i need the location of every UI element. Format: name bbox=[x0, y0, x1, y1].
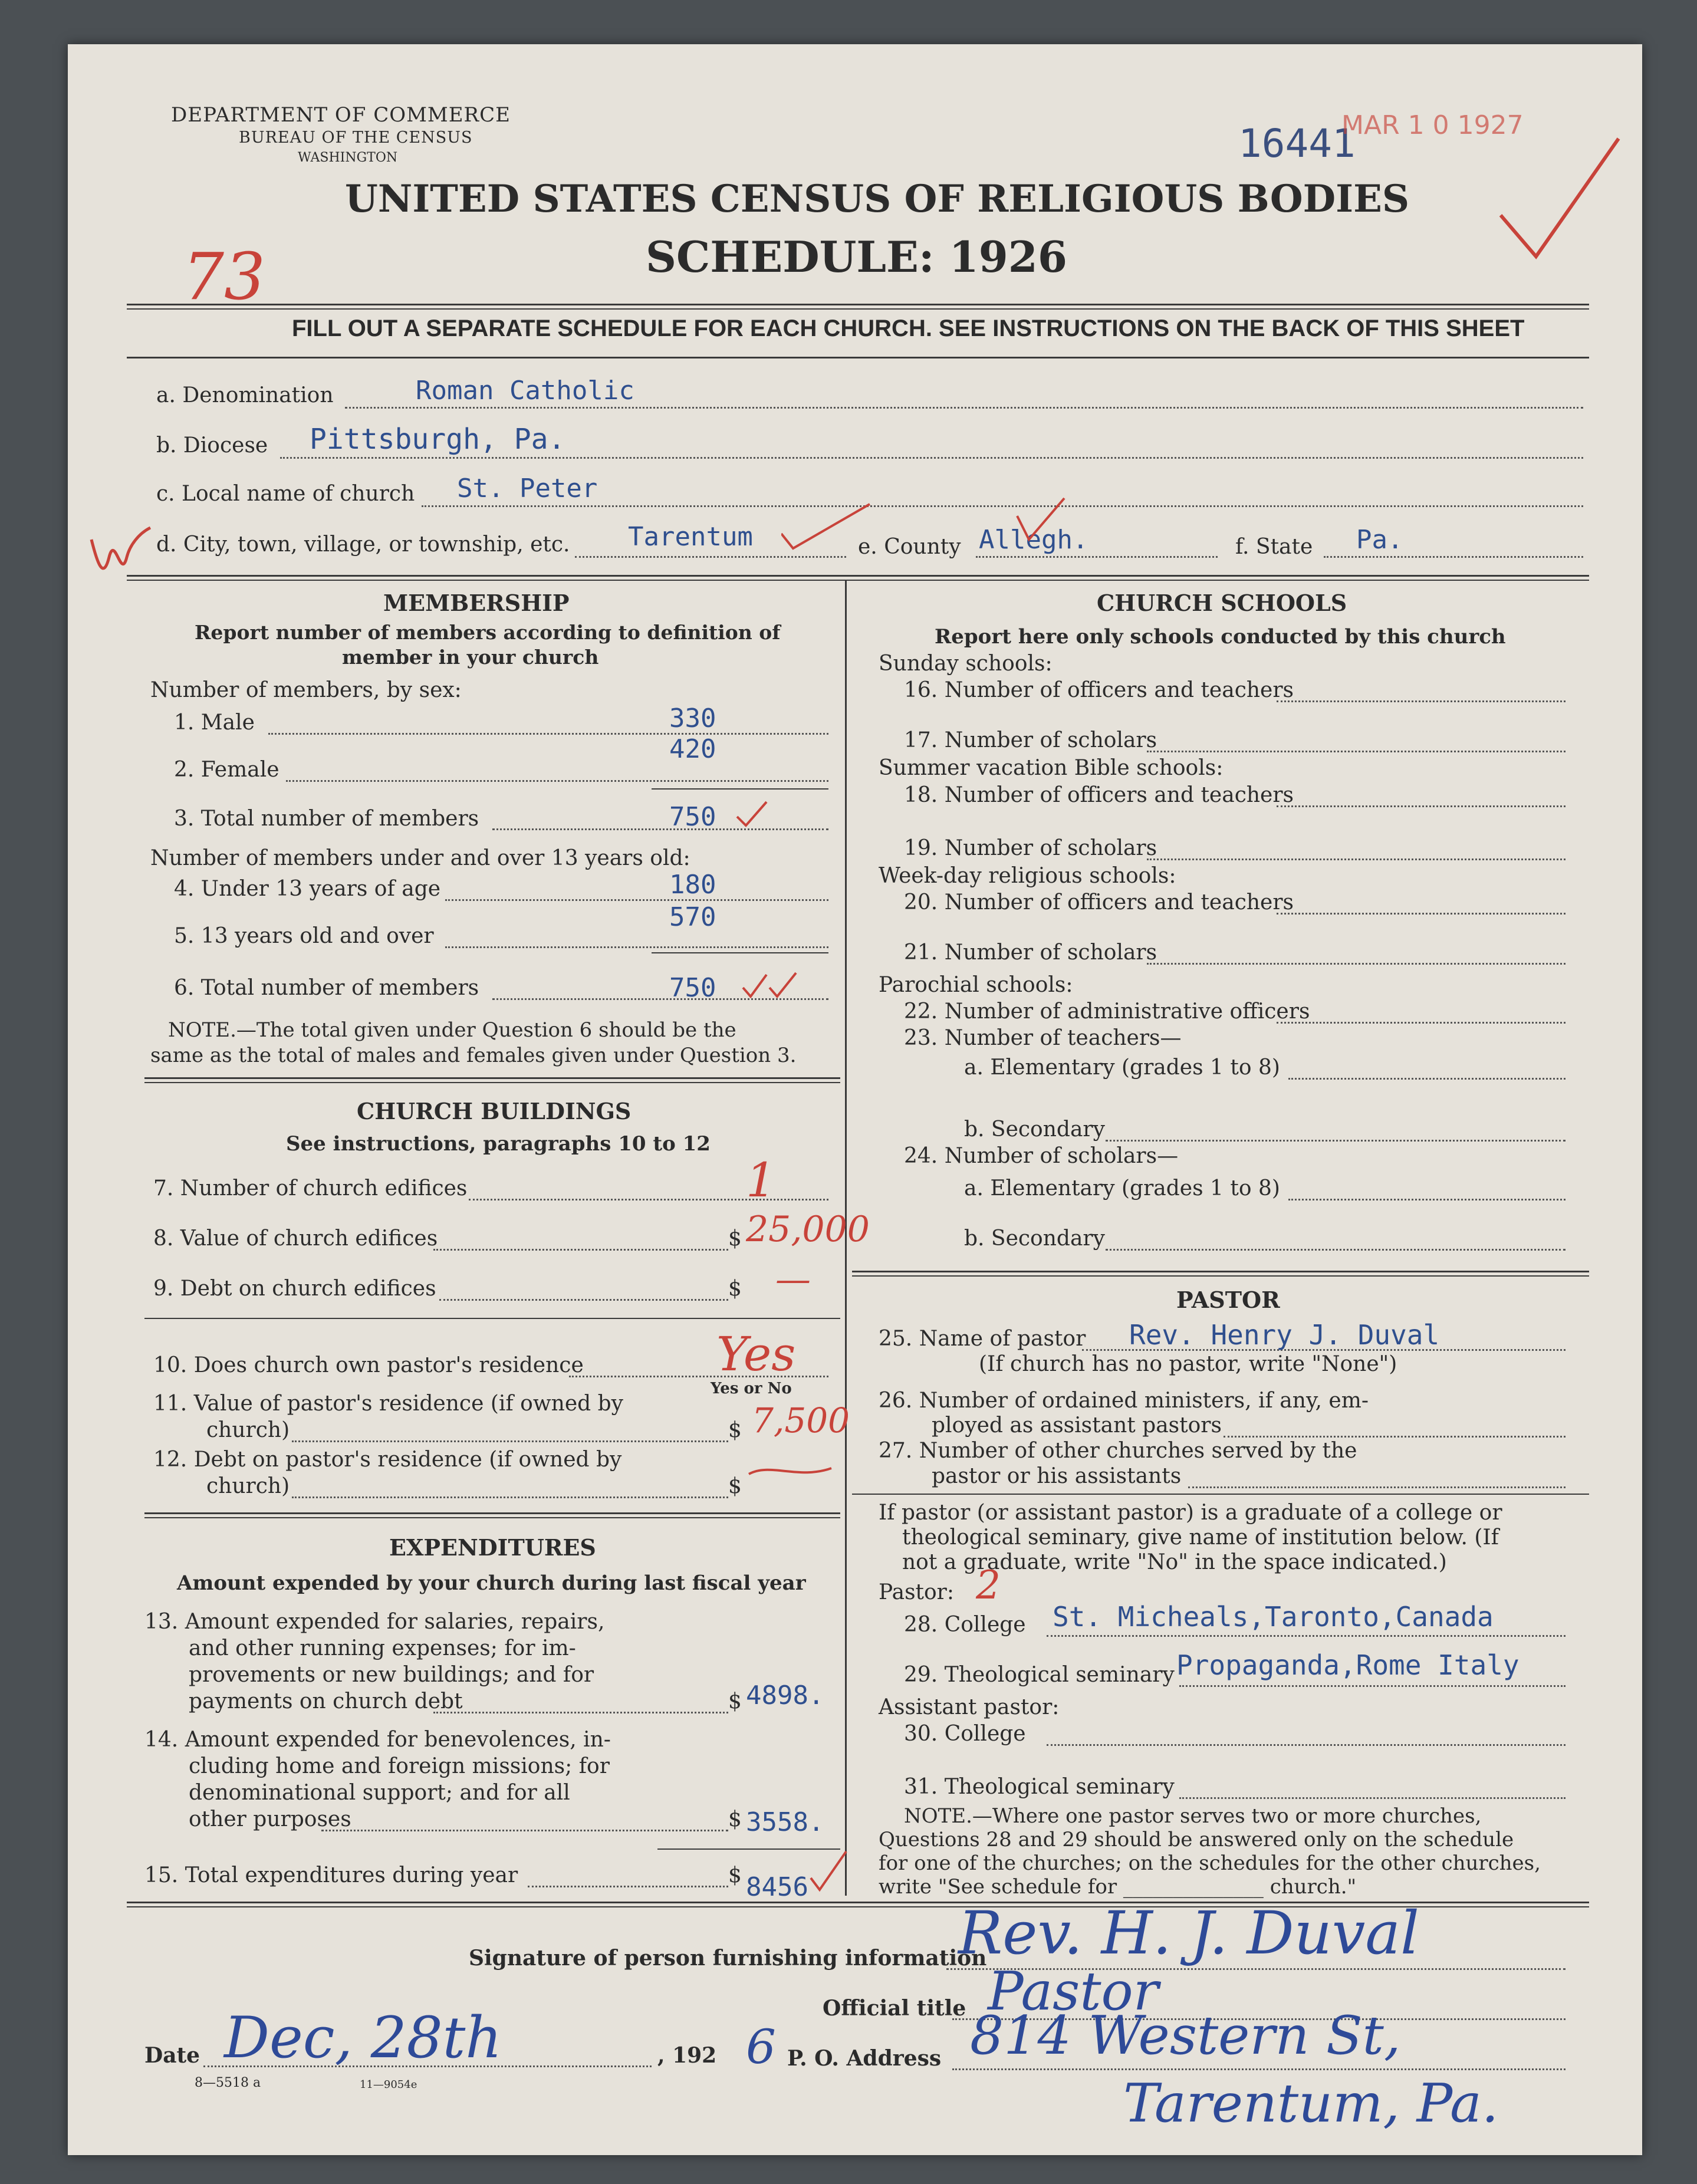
po-address-label: P. O. Address bbox=[787, 2046, 942, 2071]
q18-label: 18. Number of officers and teachers bbox=[904, 783, 1294, 807]
q24b-label: b. Secondary bbox=[964, 1226, 1105, 1251]
edifices-debt-label: 9. Debt on church edifices bbox=[153, 1277, 436, 1301]
assistant-label: Assistant pastor: bbox=[879, 1695, 1060, 1719]
q16-label: 16. Number of officers and teachers bbox=[904, 678, 1294, 702]
residence-value-label-1: 11. Value of pastor's residence (if owned by bbox=[153, 1392, 624, 1416]
q13-value: 4898. bbox=[746, 1680, 824, 1711]
membership-heading: MEMBERSHIP bbox=[383, 590, 570, 616]
seminary-label: 29. Theological seminary bbox=[904, 1663, 1175, 1687]
city-value: Tarentum bbox=[628, 522, 753, 552]
denomination-label: a. Denomination bbox=[156, 383, 334, 407]
q15-label: 15. Total expenditures during year bbox=[144, 1863, 518, 1887]
form-title: UNITED STATES CENSUS OF RELIGIOUS BODIES bbox=[345, 177, 1410, 221]
year-digit: 6 bbox=[746, 2019, 776, 2074]
total-members-2-label: 6. Total number of members bbox=[174, 976, 479, 1000]
female-value: 420 bbox=[669, 734, 716, 764]
q26-line-1: 26. Number of ordained ministers, if any, em- bbox=[879, 1389, 1369, 1413]
q14-line-3: denominational support; and for all bbox=[189, 1781, 570, 1805]
pastor-note-2: Questions 28 and 29 should be answered only on the schedule bbox=[879, 1828, 1514, 1851]
q14-line-1: 14. Amount expended for benevolences, in- bbox=[144, 1728, 611, 1752]
q23-label: 23. Number of teachers— bbox=[904, 1026, 1182, 1050]
total-members-label: 3. Total number of members bbox=[174, 807, 479, 831]
residence-value-label-2: church) bbox=[206, 1418, 290, 1442]
diocese-value: Pittsburgh, Pa. bbox=[310, 423, 565, 456]
edifices-value-label: 8. Value of church edifices bbox=[153, 1226, 438, 1251]
residence-debt-label-2: church) bbox=[206, 1474, 290, 1498]
male-label: 1. Male bbox=[174, 711, 255, 735]
schedule-title: SCHEDULE: 1926 bbox=[646, 232, 1067, 282]
male-value: 330 bbox=[669, 703, 716, 734]
q24-label: 24. Number of scholars— bbox=[904, 1144, 1179, 1168]
check-icon bbox=[734, 799, 769, 828]
q19-label: 19. Number of scholars bbox=[904, 836, 1157, 860]
double-check-icon bbox=[740, 970, 805, 999]
pastor-name-note: (If church has no pastor, write "None") bbox=[979, 1352, 1397, 1376]
q22-label: 22. Number of administrative officers bbox=[904, 999, 1310, 1024]
official-title-value: Pastor bbox=[988, 1961, 1159, 2022]
state-label: f. State bbox=[1235, 535, 1313, 559]
under-13-label: 4. Under 13 years of age bbox=[174, 877, 441, 901]
signature-value: Rev. H. J. Duval bbox=[958, 1899, 1420, 1968]
expenditures-heading: EXPENDITURES bbox=[389, 1534, 596, 1561]
pastor-hand-mark: 2 bbox=[976, 1563, 1001, 1608]
q24a-label: a. Elementary (grades 1 to 8) bbox=[964, 1176, 1280, 1200]
expenditures-sub: Amount expended by your church during last fiscal year bbox=[177, 1571, 806, 1595]
residence-value-value: 7,500 bbox=[752, 1400, 850, 1440]
dash-mark-icon bbox=[746, 1450, 834, 1486]
bureau-label: BUREAU OF THE CENSUS bbox=[239, 129, 473, 147]
print-number: 11—9054e bbox=[360, 2078, 417, 2091]
dollar-sign: $ bbox=[728, 1277, 742, 1301]
college-label: 28. College bbox=[904, 1613, 1026, 1637]
state-value: Pa. bbox=[1356, 525, 1403, 555]
instruction-banner: FILL OUT A SEPARATE SCHEDULE FOR EACH CHURCH. SEE INSTRUCTIONS ON THE BACK OF THIS SHEET bbox=[292, 315, 1525, 341]
over-13-value: 570 bbox=[669, 902, 716, 932]
date-value: Dec, 28th bbox=[224, 2005, 502, 2071]
schools-sub: Report here only schools conducted by this church bbox=[935, 625, 1506, 649]
seminary-value: Propaganda,Rome Italy bbox=[1176, 1649, 1520, 1681]
over-13-label: 5. 13 years old and over bbox=[174, 924, 434, 948]
dollar-sign: $ bbox=[728, 1418, 742, 1442]
church-name-value: St. Peter bbox=[457, 473, 598, 504]
grad-line-3: not a graduate, write "No" in the space indicated.) bbox=[902, 1550, 1447, 1574]
summer-schools-label: Summer vacation Bible schools: bbox=[879, 756, 1224, 780]
edifices-value-value: 25,000 bbox=[746, 1209, 870, 1250]
q13-line-3: provements or new buildings; and for bbox=[189, 1663, 594, 1687]
pastor-note-4: write "See schedule for ______________ church." bbox=[879, 1875, 1357, 1899]
pastor-note-3: for one of the churches; on the schedules for the other churches, bbox=[879, 1851, 1541, 1875]
q27-line-1: 27. Number of other churches served by the bbox=[879, 1439, 1357, 1463]
q13-line-2: and other running expenses; for im- bbox=[189, 1636, 576, 1660]
female-label: 2. Female bbox=[174, 758, 279, 782]
city-label: d. City, town, village, or township, etc. bbox=[156, 532, 570, 557]
county-value: Allegh. bbox=[979, 525, 1088, 555]
denomination-value: Roman Catholic bbox=[416, 376, 634, 406]
hand-number: 73 bbox=[183, 239, 265, 314]
q15-value: 8456 bbox=[746, 1872, 808, 1902]
washington-label: WASHINGTON bbox=[298, 150, 398, 165]
dollar-sign: $ bbox=[728, 1807, 742, 1831]
q27-line-2: pastor or his assistants bbox=[932, 1464, 1182, 1488]
pastor-name-label: 25. Name of pastor bbox=[879, 1327, 1086, 1351]
diocese-label: b. Diocese bbox=[156, 433, 268, 458]
signature-label: Signature of person furnishing information bbox=[469, 1946, 987, 1971]
edifices-count-value: 1 bbox=[746, 1153, 776, 1208]
parochial-schools-label: Parochial schools: bbox=[879, 973, 1073, 997]
q23a-label: a. Elementary (grades 1 to 8) bbox=[964, 1055, 1280, 1080]
residence-debt-label-1: 12. Debt on pastor's residence (if owned by bbox=[153, 1448, 622, 1472]
owns-residence-value: Yes bbox=[716, 1327, 796, 1382]
grad-line-2: theological seminary, give name of institution below. (If bbox=[902, 1525, 1499, 1550]
dollar-sign: $ bbox=[728, 1474, 742, 1498]
assistant-seminary-label: 31. Theological seminary bbox=[904, 1775, 1175, 1799]
q14-line-4: other purposes bbox=[189, 1807, 351, 1831]
q21-label: 21. Number of scholars bbox=[904, 940, 1157, 965]
pastor-note-1: NOTE.—Where one pastor serves two or more churches, bbox=[904, 1804, 1482, 1828]
check-icon bbox=[808, 1848, 849, 1896]
membership-note-2: same as the total of males and females given under Question 3. bbox=[150, 1044, 797, 1067]
pastor-name-value: Rev. Henry J. Duval bbox=[1129, 1319, 1440, 1351]
college-value: St. Micheals,Taronto,Canada bbox=[1053, 1601, 1494, 1633]
pastor-sub-label: Pastor: bbox=[879, 1580, 955, 1604]
under-13-value: 180 bbox=[669, 870, 716, 900]
q13-line-4: payments on church debt bbox=[189, 1689, 463, 1713]
po-address-line-1: 814 Western St, bbox=[970, 2005, 1401, 2067]
official-title-label: Official title bbox=[823, 1996, 966, 2021]
church-name-label: c. Local name of church bbox=[156, 482, 415, 506]
q23b-label: b. Secondary bbox=[964, 1117, 1105, 1142]
q14-value: 3558. bbox=[746, 1807, 824, 1837]
q13-line-1: 13. Amount expended for salaries, repairs, bbox=[144, 1610, 605, 1634]
total-members-2-value: 750 bbox=[669, 973, 716, 1003]
membership-sub-2: member in your church bbox=[342, 646, 599, 669]
buildings-heading: CHURCH BUILDINGS bbox=[357, 1098, 632, 1124]
date-label: Date bbox=[144, 2043, 200, 2068]
total-members-value: 750 bbox=[669, 802, 716, 832]
edifices-debt-value: — bbox=[775, 1259, 811, 1300]
q20-label: 20. Number of officers and teachers bbox=[904, 890, 1294, 915]
dept-label: DEPARTMENT OF COMMERCE bbox=[171, 103, 511, 127]
census-schedule-sheet bbox=[68, 44, 1642, 2155]
grad-line-1: If pastor (or assistant pastor) is a graduate of a college or bbox=[879, 1501, 1502, 1525]
q26-line-2: ployed as assistant pastors bbox=[932, 1413, 1222, 1438]
stamp-number: 16441 bbox=[1238, 121, 1356, 166]
sunday-schools-label: Sunday schools: bbox=[879, 652, 1053, 676]
by-sex-label: Number of members, by sex: bbox=[150, 678, 462, 702]
yes-or-no-hint: Yes or No bbox=[711, 1380, 792, 1397]
edifices-count-label: 7. Number of church edifices bbox=[153, 1176, 468, 1200]
q14-line-2: cluding home and foreign missions; for bbox=[189, 1754, 610, 1778]
dollar-sign: $ bbox=[728, 1226, 742, 1251]
owns-residence-label: 10. Does church own pastor's residence bbox=[153, 1353, 584, 1377]
weekday-schools-label: Week-day religious schools: bbox=[879, 864, 1176, 888]
pastor-heading: PASTOR bbox=[1176, 1287, 1280, 1313]
po-address-line-2: Tarentum, Pa. bbox=[1123, 2073, 1499, 2134]
check-mark-icon bbox=[1495, 127, 1624, 268]
q17-label: 17. Number of scholars bbox=[904, 728, 1157, 752]
membership-note-1: NOTE.—The total given under Question 6 should be the bbox=[168, 1018, 736, 1042]
county-label: e. County bbox=[858, 535, 961, 559]
schools-heading: CHURCH SCHOOLS bbox=[1097, 590, 1347, 616]
dollar-sign: $ bbox=[728, 1689, 742, 1713]
dollar-sign: $ bbox=[728, 1863, 742, 1887]
form-number: 8—5518 a bbox=[195, 2076, 261, 2090]
buildings-sub: See instructions, paragraphs 10 to 12 bbox=[286, 1132, 711, 1156]
date-stamp: MAR 1 0 1927 bbox=[1341, 110, 1524, 140]
assistant-college-label: 30. College bbox=[904, 1722, 1026, 1746]
year-prefix: , 192 bbox=[657, 2043, 717, 2068]
check-marks-icon bbox=[781, 492, 1147, 557]
by-age-label: Number of members under and over 13 years old: bbox=[150, 846, 690, 870]
membership-sub-1: Report number of members according to definition of bbox=[195, 621, 781, 644]
